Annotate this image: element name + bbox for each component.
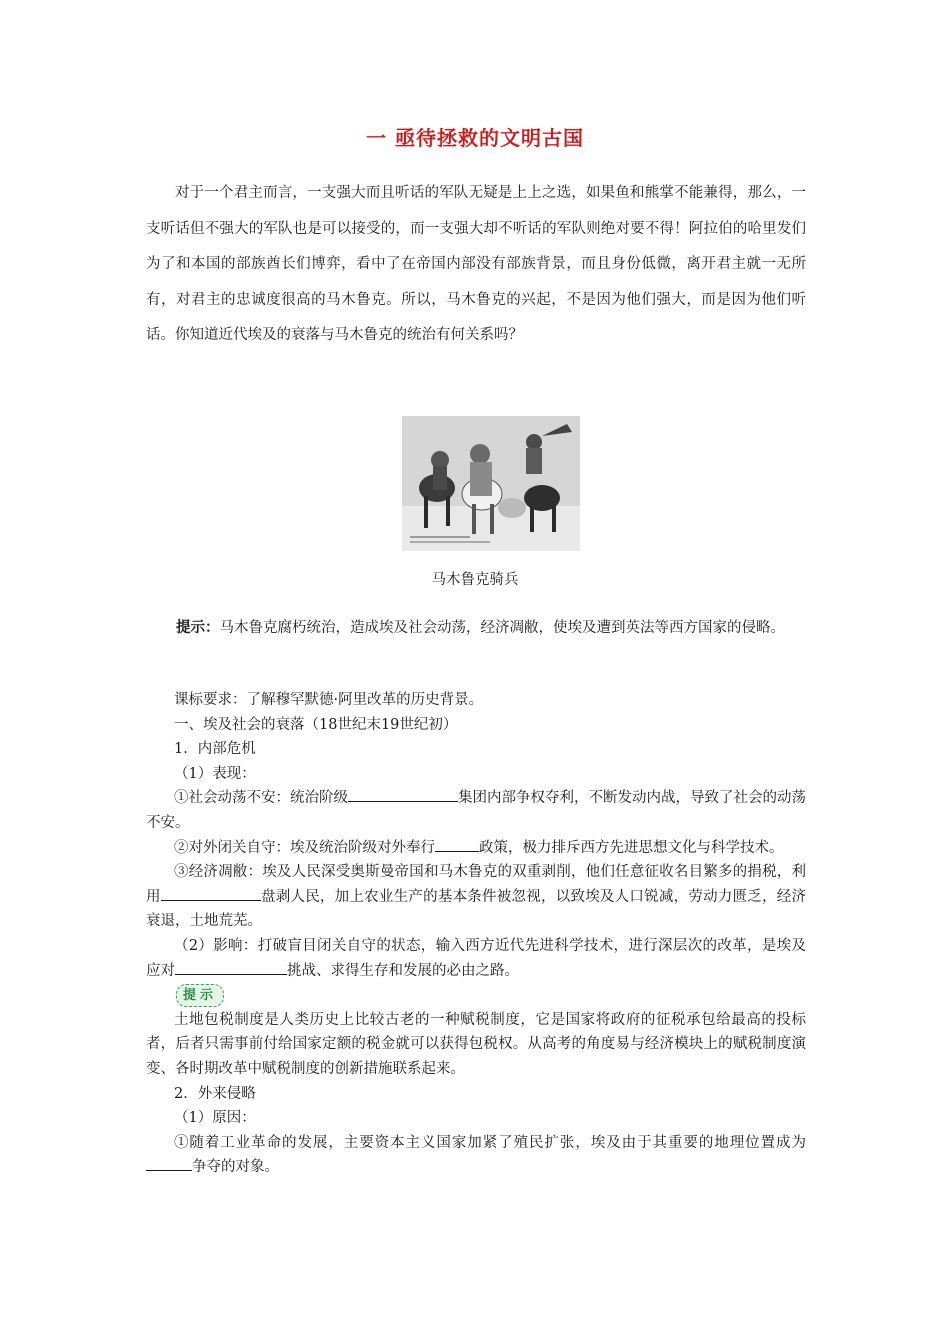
hint-text: 马木鲁克腐朽统治，造成埃及社会动荡，经济凋敝，使埃及遭到英法等西方国家的侵略。: [219, 620, 785, 636]
item-text: （2）影响：打破盲目闭关自守的状态，输入西方近代先进科学技术，进行深层次的改革，是埃及应对: [146, 937, 806, 979]
mamluk-cavalry-illustration: [402, 416, 580, 551]
fill-blank[interactable]: [161, 885, 261, 901]
item-economic-decline: [146, 860, 806, 934]
section-heading: 一、埃及社会的衰落（18世纪末19世纪初）: [174, 716, 458, 733]
fill-blank[interactable]: [146, 1155, 192, 1171]
item-impact: [146, 934, 806, 983]
subheading-internal-crisis: 1．内部危机: [174, 741, 256, 758]
cavalry-sketch: [402, 416, 580, 551]
subheading-manifestation: （1）表现：: [174, 765, 256, 782]
hint-paragraph: [146, 613, 806, 643]
item-text: 盘剥人民，加上农业生产的基本条件被忽视，以致埃及人口锐减，劳动力匮乏，经济衰退，土地荒芜。: [146, 888, 807, 930]
item-text: ①随着工业革命的发展，主要资本主义国家加紧了殖民扩张，埃及由于其重要的地理位置成为: [174, 1134, 806, 1151]
intro-paragraph: 对于一个君主而言，一支强大而且听话的军队无疑是上上之选，如果鱼和熊掌不能兼得，那么，一支听话但不强大的军队也是可以接受的，而一支强大却不听话的军队则绝对要不得！阿拉伯的哈里发们为了和本国的部族酋长们博弈，看中了在帝国内部没有部族背景，而且身份低微，离开君主就一无所有，对君主的忠诚度很高的马木鲁克。所以，马木鲁克的兴起，不是因为他们强大，而是因为他们听话。你知道近代埃及的衰落与马木鲁克的统治有何关系吗？: [146, 185, 806, 343]
item-text: ③经济凋敝：埃及人民深受奥斯曼帝国和马木鲁克的双重剥削，他们任意征收名目繁多的捐税，利用: [146, 864, 806, 905]
tip-paragraph: 土地包税制度是人类历史上比较古老的一种赋税制度，它是国家将政府的征税承包给最高的投标者，后者只需事前付给国家定额的税金就可以获得包税权。从高考的角度易与经济模块上的赋税制度演变、各时期改革中赋税制度的创新措施联系起来。: [146, 1011, 806, 1077]
tip-badge-row: [146, 983, 806, 1008]
item-closed-door: [146, 836, 806, 861]
item-text: 争夺的对象。: [192, 1159, 279, 1176]
item-text: ②对外闭关自守：埃及统治阶级对外奉行: [174, 839, 435, 856]
curriculum-requirement: 课标要求：了解穆罕默德·阿里改革的历史背景。: [174, 692, 484, 708]
subheading-cause: （1）原因：: [174, 1110, 256, 1127]
fill-blank[interactable]: [348, 786, 458, 802]
figure-caption: 马木鲁克骑兵: [431, 572, 519, 588]
page-title: 一 亟待拯救的文明古国: [366, 126, 584, 150]
item-text: ①社会动荡不安：统治阶级: [174, 790, 348, 807]
item-social-unrest: [146, 786, 806, 835]
tip-badge: 提示: [176, 984, 224, 1007]
item-cause: [146, 1131, 806, 1180]
item-text: 集团内部争权夺利，不断发动内战，导致了社会的动荡不安。: [146, 790, 806, 831]
item-text: 政策，极力排斥西方先进思想文化与科学技术。: [479, 839, 784, 856]
lesson-body: [146, 688, 806, 1180]
hint-label: 提示：: [176, 620, 220, 636]
subheading-foreign-invasion: 2．外来侵略: [174, 1085, 256, 1102]
item-text: 挑战、求得生存和发展的必由之路。: [287, 962, 519, 979]
fill-blank[interactable]: [175, 959, 287, 975]
fill-blank[interactable]: [435, 836, 479, 852]
